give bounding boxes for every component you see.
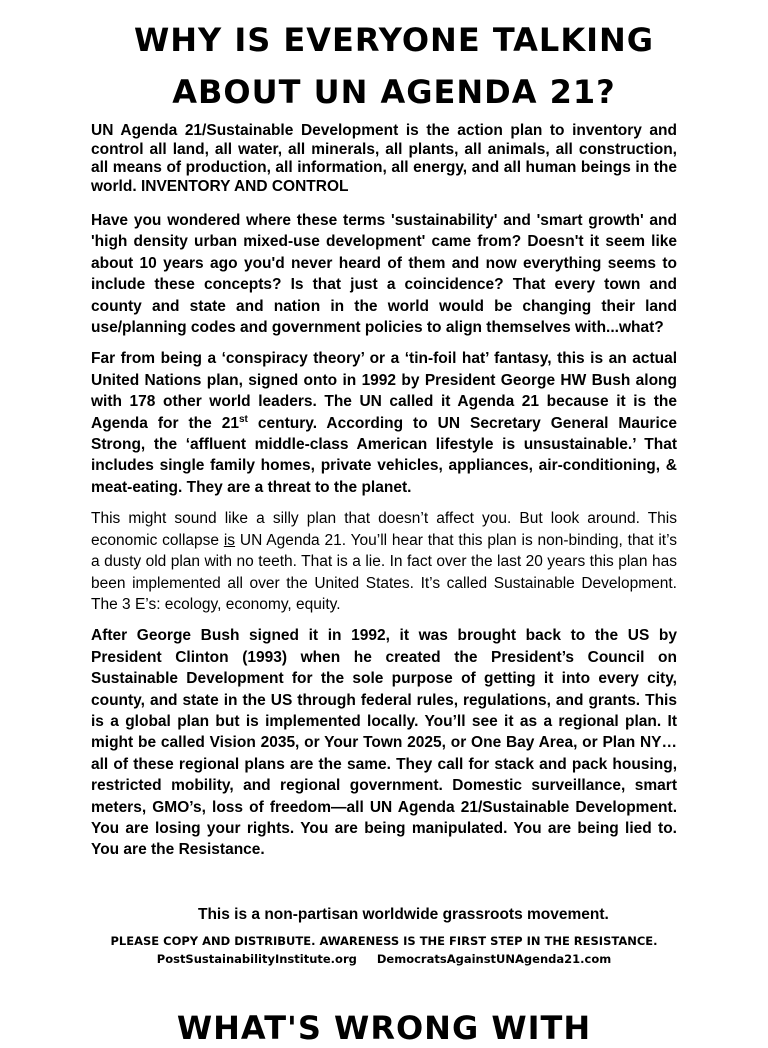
- paragraph-economic-collapse: [91, 508, 677, 615]
- paragraph-un-plan: [91, 348, 677, 498]
- website-links: [0, 950, 768, 968]
- paragraph-history: After George Bush signed it in 1992, it was brought back to the US by President Clinton (1993) when he created the President’s Council on Sustainable Development for the sole purpose of getting it into every city, county, and state in the US through federal rules, regulations, and grants. This is a global plan but is implemented locally. You’ll see it as a regional plan. It might be called Vision 2035, or Your Town 2025, or One Bay Area, or Plan NY…all of these regional plans are the same. They call for stack and pack housing, restricted mobility, and regional government. Domestic surveillance, smart meters, GMO’s, loss of freedom—all UN Agenda 21/Sustainable Development. You are losing your rights. You are being manipulated. You are being lied to. You are the Resistance.: [91, 627, 677, 859]
- paragraph-collapse-part-2: UN Agenda 21. You’ll hear that this plan is non-binding, that it’s a dusty old plan with no teeth. That is a lie. In fact over the last 20 years this plan has been implemented all over the United States. It’s called Sustainable Development. The 3 E’s: ecology, economy, equity.: [91, 531, 677, 613]
- paragraph-terms: Have you wondered where these terms 'sustainability' and 'smart growth' and 'high density urban mixed-use development' came from? Doesn't it seem like about 10 years ago you'd never heard of them and now everything seems to include these concepts? Is that just a coincidence? That every town and county and state and nation in the world would be changing their land use/planning codes and government policies to align themselves with...what?: [91, 212, 677, 337]
- title-line-2: ABOUT UN AGENDA 21?: [172, 73, 616, 111]
- article-body: [91, 122, 677, 871]
- website-democrats-against: DemocratsAgainstUNAgenda21.com: [376, 952, 612, 966]
- paragraph-intro: UN Agenda 21/Sustainable Development is the action plan to inventory and control all land, all water, all minerals, all plants, all animals, all construction, all means of production, all information, all energy, and all human beings in the world. INVENTORY AND CONTROL: [91, 122, 677, 195]
- movement-statement: This is a non-partisan worldwide grassroots movement.: [198, 906, 609, 923]
- emphasis-is: is: [223, 531, 236, 549]
- website-post-sustainability: PostSustainabilityInstitute.org: [156, 952, 357, 966]
- paragraph-collapse-part-1: This might sound like a silly plan that doesn’t affect you. But look around. This economic collapse: [91, 510, 677, 549]
- copy-distribute-notice: PLEASE COPY AND DISTRIBUTE. AWARENESS IS THE FIRST STEP IN THE RESISTANCE.: [110, 934, 658, 948]
- paragraph-un-plan-part-1: Far from being a ‘conspiracy theory’ or a ‘tin-foil hat’ fantasy, this is an actual United Nations plan, signed onto in 1992 by President George HW Bush along with 178 other world leaders. The UN called it Agenda 21 because it is the Agenda for the 21: [91, 350, 677, 432]
- page-title: [60, 14, 728, 118]
- paragraph-un-plan-part-2: century. According to UN Secretary General Maurice Strong, the ‘affluent middle-class American lifestyle is unsustainable.’ That includes single family homes, private vehicles, appliances, air-conditioning, & meat-eating. They are a threat to the planet.: [91, 414, 677, 496]
- next-page-heading: WHAT'S WRONG WITH: [176, 1009, 592, 1047]
- ordinal-superscript: st: [238, 413, 248, 425]
- title-line-1: WHY IS EVERYONE TALKING: [133, 21, 655, 59]
